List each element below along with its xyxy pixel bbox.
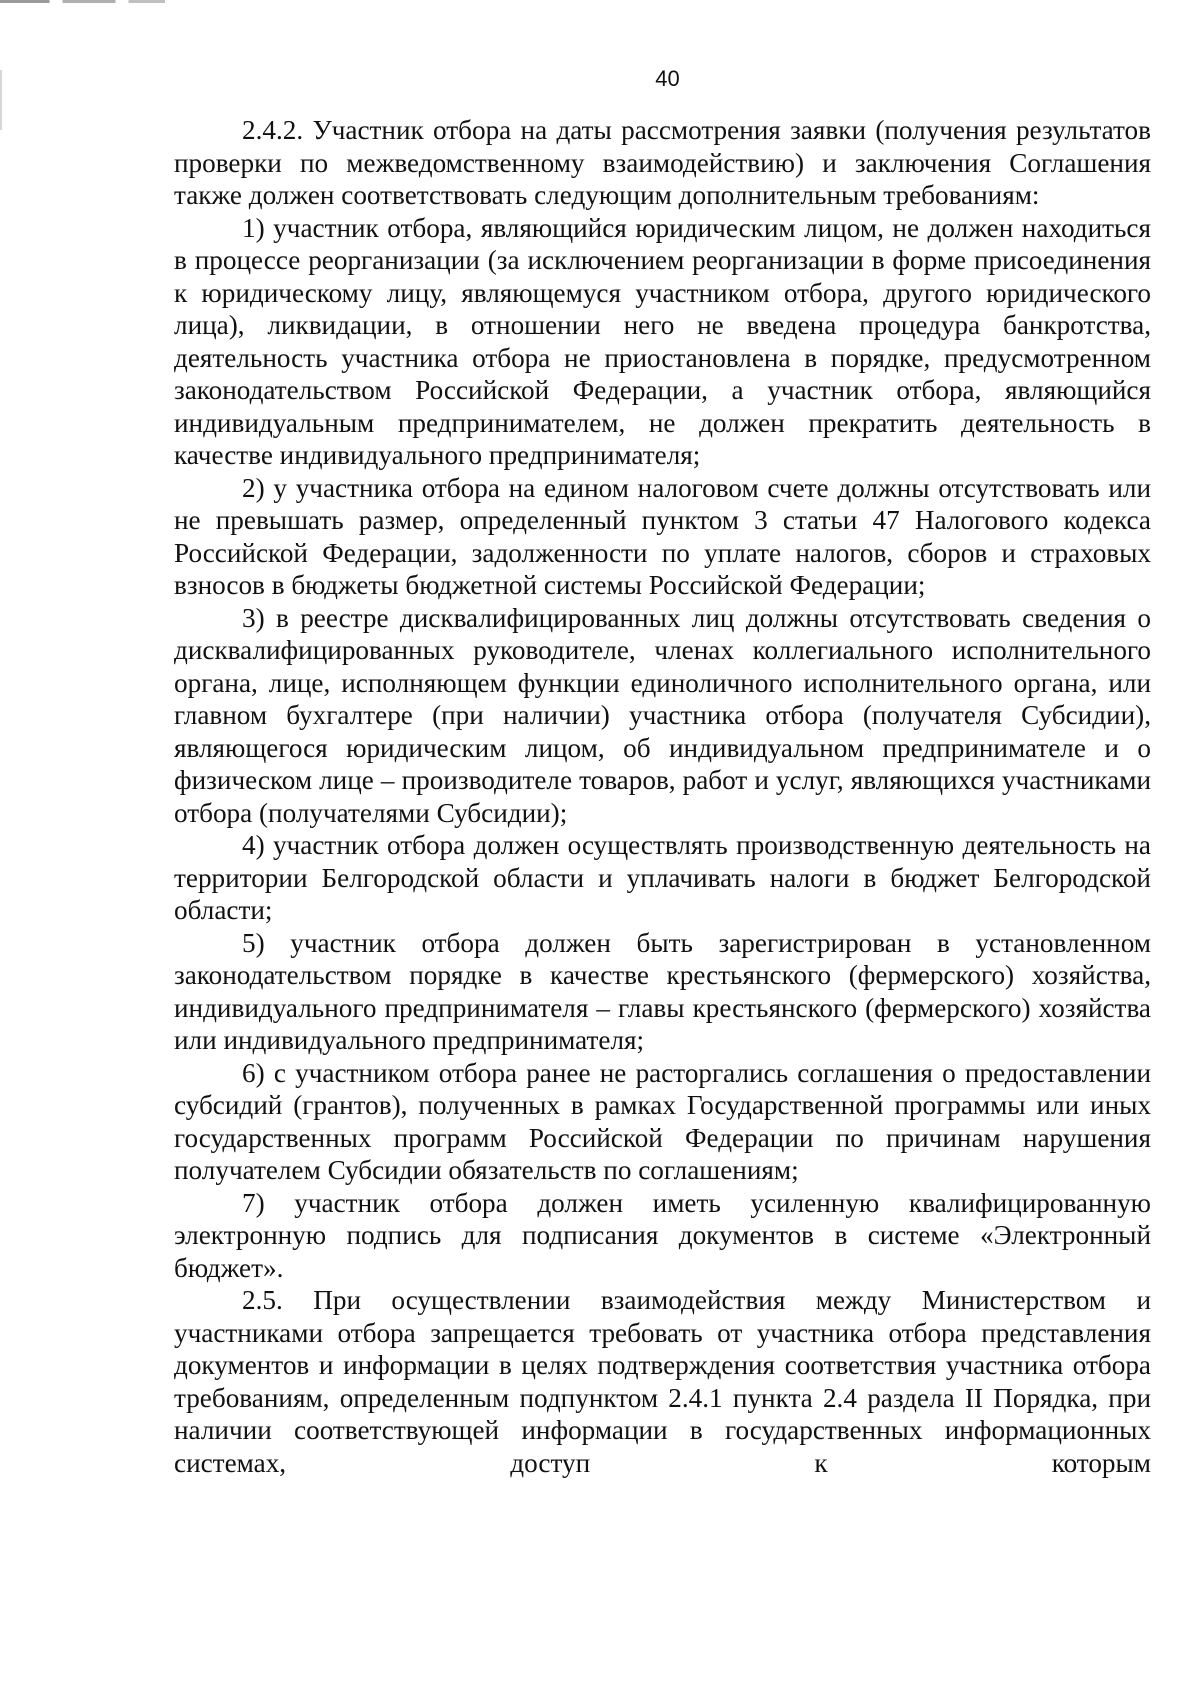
list-item-3: 3) в реестре дисквалифицированных лиц должны отсутствовать сведения о дисквалифицированных руководителе, членах коллегиального исполнительного органа, лице, исполняющем функции единоличного исполнительного органа, или главном бухгалтере (при наличии) участника отбора (получателя Субсидии), являющегося юридическим лицом, об индивидуальном предпринимателе и о физическом лице – производителе товаров, работ и услуг, являющихся участниками отбора (получателями Субсидии);	[174, 602, 1151, 828]
list-item-4: 4) участник отбора должен осуществлять производственную деятельность на территории Белгородской области и уплачивать налоги в бюджет Белгородской области;	[174, 830, 1151, 925]
list-item-2: 2) у участника отбора на едином налоговом счете должны отсутствовать или не превышать размер, определенный пунктом 3 статьи 47 Налогового кодекса Российской Федерации, задолженности по уплате налогов, сборов и страховых взносов в бюджеты бюджетной системы Российской Федерации;	[174, 472, 1151, 600]
list-item-7: 7) участник отбора должен иметь усиленную квалифицированную электронную подпись для подписания документов в системе «Электронный бюджет».	[174, 1187, 1151, 1283]
paragraph-2-4-2: 2.4.2. Участник отбора на даты рассмотрения заявки (получения результатов проверки по межведомственному взаимодействию) и заключения Соглашения также должен соответствовать следующим дополнительным требованиям:	[174, 115, 1151, 210]
scan-edge-mark	[0, 0, 165, 3]
list-item-5: 5) участник отбора должен быть зарегистрирован в установленном законодательством порядке в качестве крестьянского (фермерского) хозяйства, индивидуального предпринимателя – главы крестьянского (фермерского) хозяйства или индивидуального предпринимателя;	[174, 927, 1151, 1055]
document-body	[174, 114, 1151, 1479]
list-item-6: 6) с участником отбора ранее не расторгались соглашения о предоставлении субсидий (грантов), полученных в рамках Государственной программы или иных государственных программ Российской Федерации по причинам нарушения получателем Субсидии обязательств по соглашениям;	[174, 1057, 1151, 1185]
paragraph-2-5: 2.5. При осуществлении взаимодействия между Министерством и участниками отбора запрещается требовать от участника отбора представления документов и информации в целях подтверждения соответствия участника отбора требованиям, определенным подпунктом 2.4.1 пункта 2.4 раздела II Порядка, при наличии соответствующей информации в государственных информационных системах, доступ к которым	[174, 1285, 1151, 1478]
page-number: 40	[655, 66, 680, 91]
list-item-1: 1) участник отбора, являющийся юридическим лицом, не должен находиться в процессе реорганизации (за исключением реорганизации в форме присоединения к юридическому лицу, являющемуся участником отбора, другого юридического лица), ликвидации, в отношении него не введена процедура банкротства, деятельность участника отбора не приостановлена в порядке, предусмотренном законодательством Российской Федерации, а участник отбора, являющийся индивидуальным предпринимателем, не должен прекратить деятельность в качестве индивидуального предпринимателя;	[174, 212, 1151, 470]
